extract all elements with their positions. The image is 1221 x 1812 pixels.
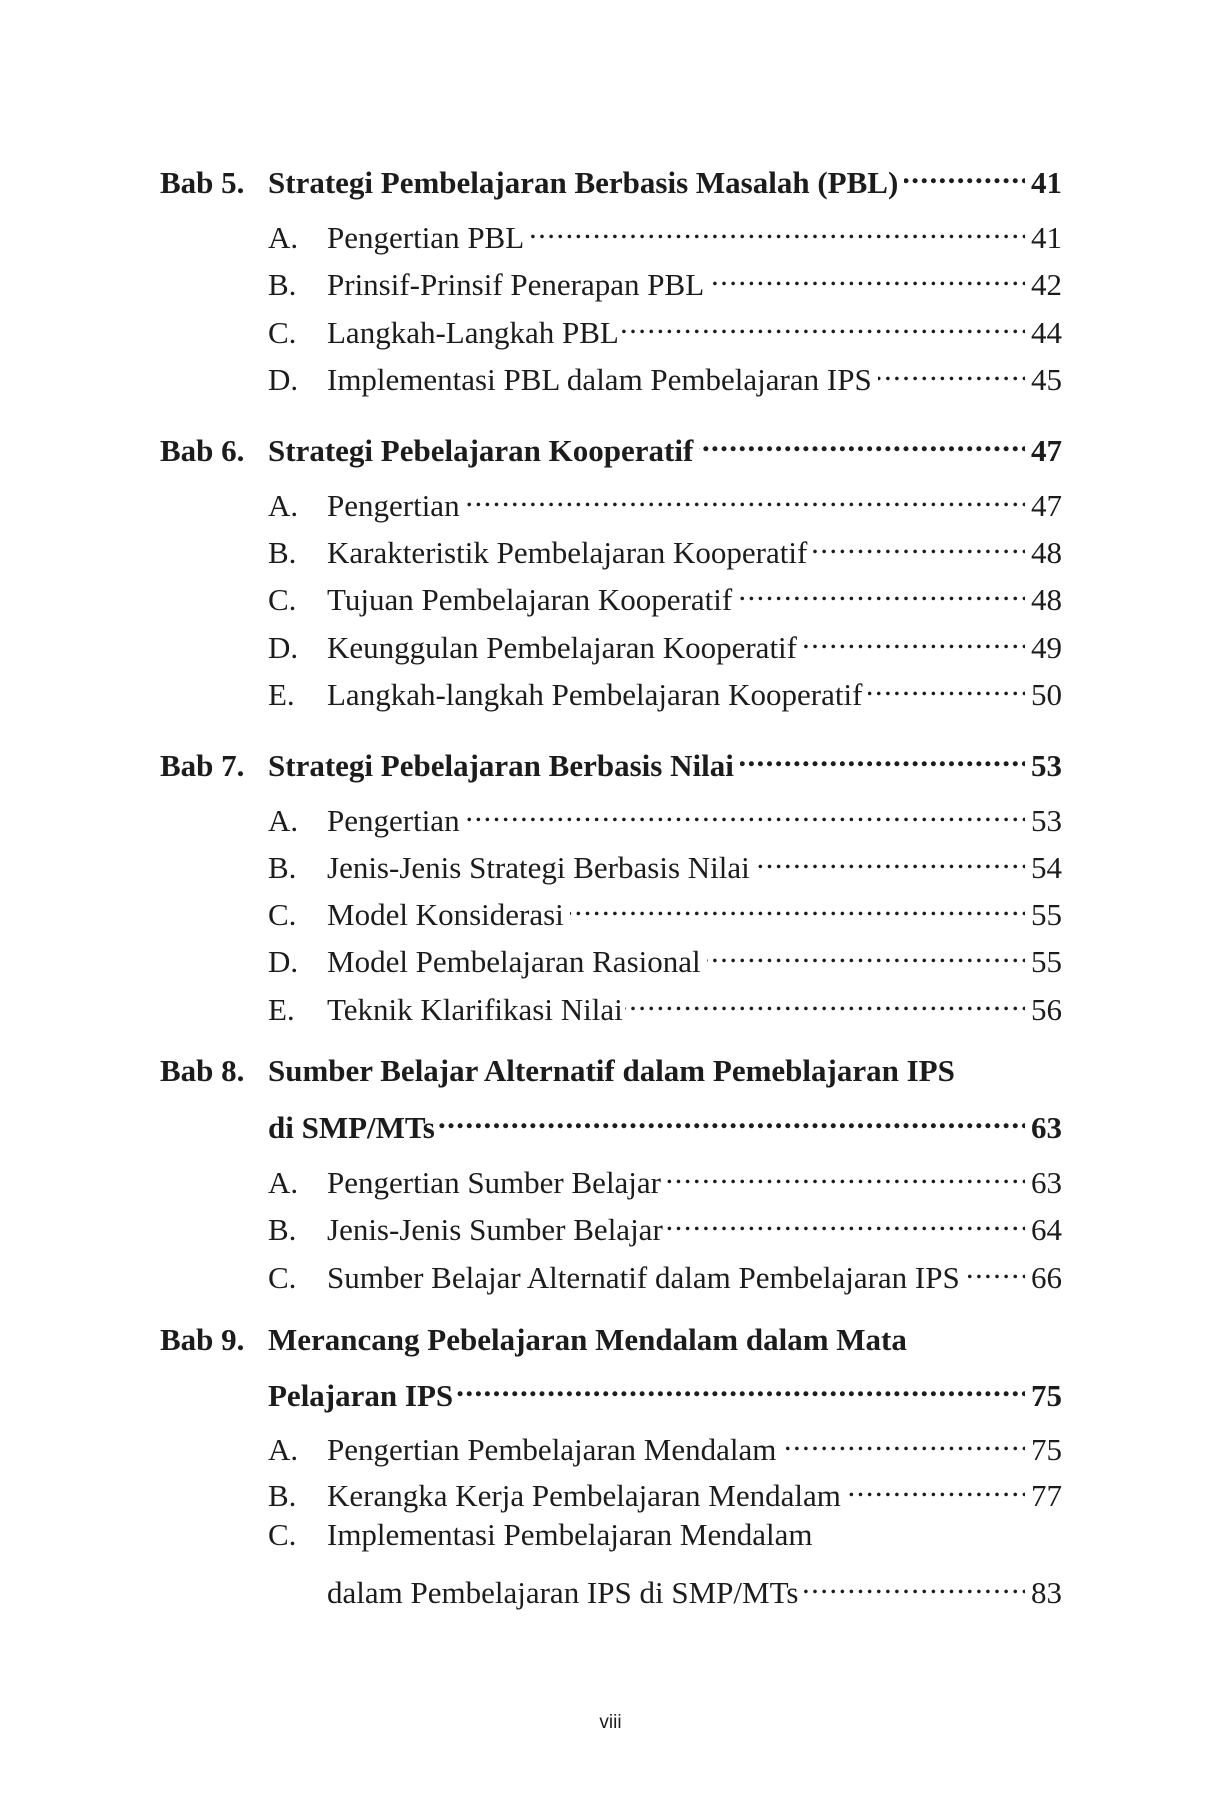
- dot-leader: [462, 476, 1025, 516]
- item-title: Implementasi Pembelajaran Mendalam: [327, 1517, 813, 1552]
- item-title: Tujuan Pembelajaran Kooperatif: [327, 582, 733, 617]
- toc-item[interactable]: [160, 570, 1062, 617]
- item-letter: B.: [268, 1212, 297, 1247]
- dot-leader: [904, 153, 1025, 193]
- dot-leader: [530, 208, 1025, 248]
- item-title: Model Konsiderasi: [327, 897, 564, 932]
- dot-leader: [462, 791, 1025, 831]
- item-title: Karakteristik Pembelajaran Kooperatif: [327, 535, 808, 570]
- toc-chapter-8[interactable]: [160, 1051, 1062, 1091]
- chapter-title: Strategi Pembelajaran Berbasis Masalah (PBL): [268, 165, 899, 200]
- item-title: Model Pembelajaran Rasional: [327, 944, 701, 979]
- dot-leader: [665, 1200, 1025, 1240]
- page-number: 47: [1031, 433, 1062, 468]
- page-number: 63: [1031, 1110, 1062, 1145]
- item-title: Pengertian Pembelajaran Mendalam: [327, 1432, 777, 1467]
- toc-item[interactable]: [160, 523, 1062, 570]
- page-number: 48: [1031, 535, 1062, 570]
- toc-item[interactable]: [160, 932, 1062, 979]
- item-letter: C.: [268, 1260, 297, 1295]
- dot-leader: [740, 736, 1025, 776]
- item-letter: A.: [268, 1432, 299, 1467]
- item-letter: C.: [268, 1517, 297, 1552]
- page-number: 75: [1031, 1432, 1062, 1467]
- item-title: Pengertian: [327, 488, 460, 523]
- item-letter: A.: [268, 220, 299, 255]
- item-letter: B.: [268, 850, 297, 885]
- item-title: Kerangka Kerja Pembelajaran Mendalam: [327, 1478, 841, 1513]
- toc-item[interactable]: [160, 791, 1062, 838]
- page-number: 55: [1031, 944, 1062, 979]
- item-title: Implementasi PBL dalam Pembelajaran IPS: [327, 362, 872, 397]
- item-letter: A.: [268, 803, 299, 838]
- page-number: 54: [1031, 850, 1062, 885]
- toc-chapter-9[interactable]: [160, 1320, 1062, 1360]
- item-title-continued: dalam Pembelajaran IPS di SMP/MTs: [327, 1575, 799, 1610]
- item-letter: D.: [268, 630, 299, 665]
- item-title: Langkah-langkah Pembelajaran Kooperatif: [327, 677, 863, 712]
- dot-leader: [625, 980, 1025, 1020]
- item-title: Jenis-Jenis Strategi Berbasis Nilai: [327, 850, 750, 885]
- page-number: 50: [1031, 677, 1062, 712]
- item-letter: D.: [268, 362, 299, 397]
- toc-item-continued[interactable]: [160, 1563, 1062, 1610]
- dot-leader: [813, 523, 1025, 563]
- toc-chapter-8-continued[interactable]: [160, 1098, 1062, 1145]
- toc-item[interactable]: [160, 1515, 1062, 1555]
- chapter-title-continued: Pelajaran IPS: [268, 1378, 454, 1413]
- dot-leader: [847, 1466, 1025, 1506]
- dot-leader: [782, 1420, 1025, 1460]
- item-letter: D.: [268, 944, 299, 979]
- item-title: Pengertian: [327, 803, 460, 838]
- page-number: 55: [1031, 897, 1062, 932]
- dot-leader: [699, 421, 1025, 461]
- page-number: 53: [1031, 748, 1062, 783]
- item-letter: A.: [268, 1165, 299, 1200]
- toc-item[interactable]: [160, 208, 1062, 255]
- dot-leader: [437, 1098, 1025, 1138]
- dot-leader: [756, 838, 1025, 878]
- toc-item[interactable]: [160, 1466, 1062, 1513]
- dot-leader: [707, 932, 1025, 972]
- toc-item[interactable]: [160, 1153, 1062, 1200]
- toc-chapter-9-continued[interactable]: [160, 1366, 1062, 1413]
- footer-page-number: viii: [599, 1712, 622, 1733]
- chapter-label: Bab 8.: [160, 1053, 245, 1088]
- item-letter: E.: [268, 992, 295, 1027]
- item-title: Teknik Klarifikasi Nilai: [327, 992, 623, 1027]
- dot-leader: [803, 618, 1025, 658]
- toc-item[interactable]: [160, 350, 1062, 397]
- chapter-label: Bab 9.: [160, 1322, 245, 1357]
- toc-item[interactable]: [160, 980, 1062, 1027]
- page-number: 75: [1031, 1378, 1062, 1413]
- toc-item[interactable]: [160, 665, 1062, 712]
- dot-leader: [868, 665, 1025, 705]
- page-number: 42: [1031, 267, 1062, 302]
- chapter-title-continued: di SMP/MTs: [268, 1110, 435, 1145]
- item-letter: B.: [268, 1478, 297, 1513]
- chapter-title: Merancang Pebelajaran Mendalam dalam Mata: [268, 1322, 907, 1357]
- page-number: 49: [1031, 630, 1062, 665]
- dot-leader: [738, 570, 1025, 610]
- item-title: Jenis-Jenis Sumber Belajar: [327, 1212, 663, 1247]
- toc-chapter-6[interactable]: [160, 421, 1062, 468]
- item-letter: B.: [268, 535, 297, 570]
- chapter-label: Bab 5.: [160, 165, 245, 200]
- item-title: Prinsif-Prinsif Penerapan PBL: [327, 267, 705, 302]
- page-number: 66: [1031, 1260, 1062, 1295]
- item-letter: C.: [268, 582, 297, 617]
- toc-item[interactable]: [160, 618, 1062, 665]
- chapter-label: Bab 6.: [160, 433, 245, 468]
- toc-chapter-5[interactable]: [160, 153, 1062, 200]
- page-number: 41: [1031, 220, 1062, 255]
- dot-leader: [621, 303, 1025, 343]
- chapter-title: Strategi Pebelajaran Kooperatif: [268, 433, 694, 468]
- chapter-label: Bab 7.: [160, 748, 245, 783]
- item-title: Langkah-Langkah PBL: [327, 315, 619, 350]
- page-number: 44: [1031, 315, 1062, 350]
- toc-item[interactable]: [160, 1420, 1062, 1467]
- page-number: 64: [1031, 1212, 1062, 1247]
- item-letter: B.: [268, 267, 297, 302]
- item-title: Sumber Belajar Alternatif dalam Pembelajaran IPS: [327, 1260, 960, 1295]
- page-number: 41: [1031, 165, 1062, 200]
- page-number: 63: [1031, 1165, 1062, 1200]
- page-number: 53: [1031, 803, 1062, 838]
- chapter-title: Strategi Pebelajaran Berbasis Nilai: [268, 748, 734, 783]
- toc-item[interactable]: [160, 476, 1062, 523]
- dot-leader: [804, 1563, 1025, 1603]
- page-number: 56: [1031, 992, 1062, 1027]
- page-number: 48: [1031, 582, 1062, 617]
- item-letter: C.: [268, 315, 297, 350]
- toc-item[interactable]: [160, 1200, 1062, 1247]
- page-number: 47: [1031, 488, 1062, 523]
- toc-item[interactable]: [160, 255, 1062, 302]
- toc-item[interactable]: [160, 1248, 1062, 1295]
- dot-leader: [667, 1153, 1025, 1193]
- chapter-title: Sumber Belajar Alternatif dalam Pemeblajaran IPS: [268, 1053, 955, 1088]
- page-number: 77: [1031, 1478, 1062, 1513]
- item-title: Pengertian Sumber Belajar: [327, 1165, 662, 1200]
- dot-leader: [570, 885, 1025, 925]
- dot-leader: [878, 350, 1025, 390]
- dot-leader: [966, 1248, 1025, 1288]
- toc-chapter-7[interactable]: [160, 736, 1062, 783]
- item-letter: A.: [268, 488, 299, 523]
- item-title: Keunggulan Pembelajaran Kooperatif: [327, 630, 797, 665]
- item-letter: E.: [268, 677, 295, 712]
- toc-item[interactable]: [160, 303, 1062, 350]
- page-number: 45: [1031, 362, 1062, 397]
- page-number: 83: [1031, 1575, 1062, 1610]
- item-title: Pengertian PBL: [327, 220, 525, 255]
- item-letter: C.: [268, 897, 297, 932]
- dot-leader: [455, 1366, 1025, 1406]
- toc-item[interactable]: [160, 885, 1062, 932]
- toc-item[interactable]: [160, 838, 1062, 885]
- dot-leader: [710, 255, 1025, 295]
